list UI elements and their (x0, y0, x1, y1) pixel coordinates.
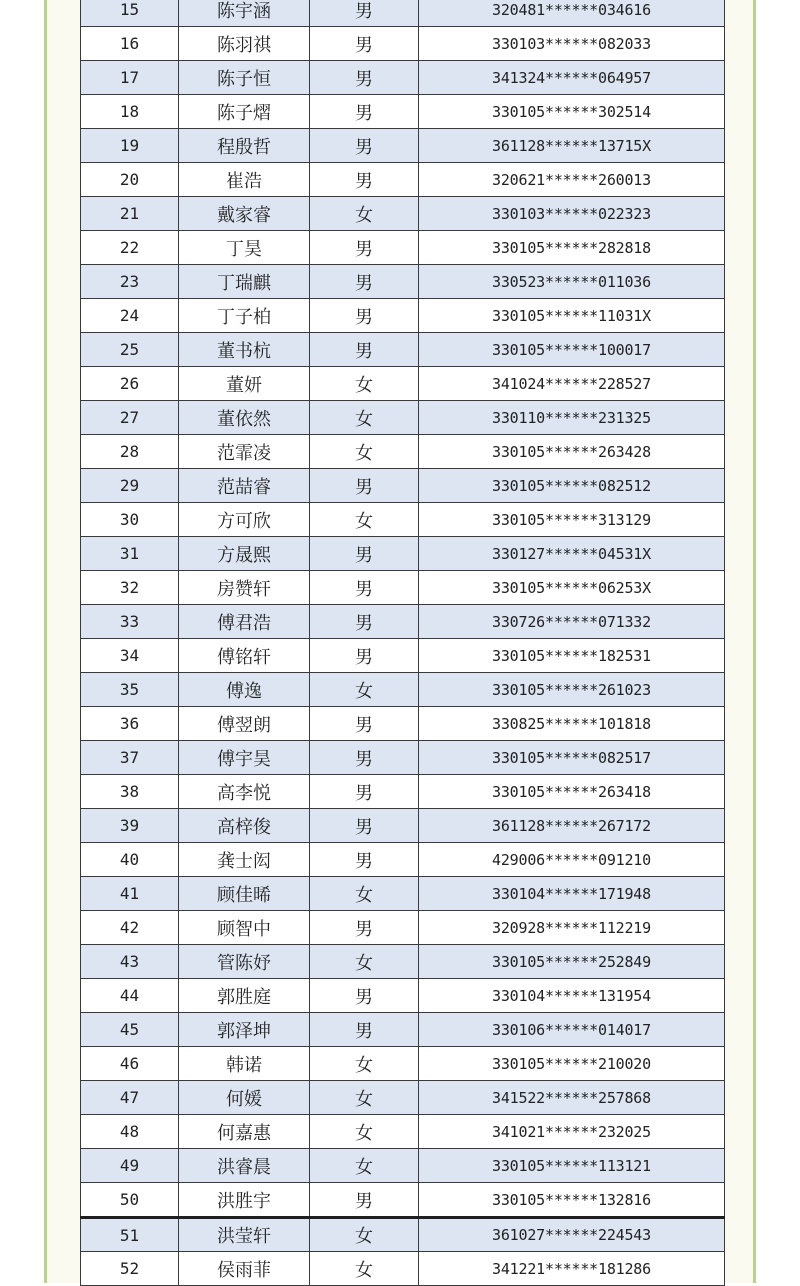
row-number: 51 (81, 1218, 179, 1252)
row-number: 24 (81, 299, 179, 333)
table-row (81, 1115, 725, 1149)
id-number: 330105******282818 (419, 231, 725, 265)
student-gender: 男 (310, 707, 419, 741)
table-row (81, 605, 725, 639)
student-name: 陈宇涵 (179, 0, 310, 27)
row-number: 19 (81, 129, 179, 163)
id-number: 341221******181286 (419, 1252, 725, 1286)
id-number: 330105******182531 (419, 639, 725, 673)
row-number: 20 (81, 163, 179, 197)
row-number: 33 (81, 605, 179, 639)
student-gender: 男 (310, 0, 419, 27)
table-row (81, 27, 725, 61)
table-row (81, 299, 725, 333)
student-gender: 男 (310, 265, 419, 299)
row-number: 52 (81, 1252, 179, 1286)
table-row (81, 265, 725, 299)
student-name: 范喆睿 (179, 469, 310, 503)
student-gender: 女 (310, 1149, 419, 1183)
row-number: 25 (81, 333, 179, 367)
row-number: 31 (81, 537, 179, 571)
student-name: 董妍 (179, 367, 310, 401)
row-number: 16 (81, 27, 179, 61)
row-number: 36 (81, 707, 179, 741)
student-gender: 男 (310, 911, 419, 945)
id-number: 330105******302514 (419, 95, 725, 129)
table-row (81, 1149, 725, 1183)
student-name: 傅君浩 (179, 605, 310, 639)
student-gender: 男 (310, 639, 419, 673)
id-number: 330105******132816 (419, 1183, 725, 1218)
row-number: 26 (81, 367, 179, 401)
id-number: 330523******011036 (419, 265, 725, 299)
table-row (81, 979, 725, 1013)
student-table-body (81, 0, 725, 1286)
student-gender: 男 (310, 605, 419, 639)
table-row (81, 231, 725, 265)
student-name: 郭胜庭 (179, 979, 310, 1013)
id-number: 341522******257868 (419, 1081, 725, 1115)
student-gender: 男 (310, 537, 419, 571)
student-name: 陈子熠 (179, 95, 310, 129)
row-number: 39 (81, 809, 179, 843)
student-name: 丁昊 (179, 231, 310, 265)
student-name: 崔浩 (179, 163, 310, 197)
id-number: 330105******261023 (419, 673, 725, 707)
table-row (81, 503, 725, 537)
id-number: 330105******263418 (419, 775, 725, 809)
student-gender: 男 (310, 979, 419, 1013)
row-number: 15 (81, 0, 179, 27)
row-number: 28 (81, 435, 179, 469)
row-number: 45 (81, 1013, 179, 1047)
student-name: 韩诺 (179, 1047, 310, 1081)
id-number: 330105******252849 (419, 945, 725, 979)
row-number: 41 (81, 877, 179, 911)
student-gender: 女 (310, 435, 419, 469)
id-number: 330127******04531X (419, 537, 725, 571)
student-gender: 男 (310, 843, 419, 877)
student-name: 傅宇昊 (179, 741, 310, 775)
table-row (81, 843, 725, 877)
id-number: 320621******260013 (419, 163, 725, 197)
student-name: 高梓俊 (179, 809, 310, 843)
row-number: 40 (81, 843, 179, 877)
row-number: 46 (81, 1047, 179, 1081)
table-row (81, 1218, 725, 1252)
table-row (81, 0, 725, 27)
student-name: 顾佳晞 (179, 877, 310, 911)
student-name: 洪胜宇 (179, 1183, 310, 1218)
table-row (81, 673, 725, 707)
student-name: 顾智中 (179, 911, 310, 945)
student-name: 洪睿晨 (179, 1149, 310, 1183)
table-row (81, 639, 725, 673)
id-number: 330104******171948 (419, 877, 725, 911)
table-row (81, 1013, 725, 1047)
table-row (81, 61, 725, 95)
id-number: 330104******131954 (419, 979, 725, 1013)
row-number: 34 (81, 639, 179, 673)
student-gender: 男 (310, 809, 419, 843)
row-number: 18 (81, 95, 179, 129)
id-number: 330105******313129 (419, 503, 725, 537)
student-name: 方可欣 (179, 503, 310, 537)
student-name: 何媛 (179, 1081, 310, 1115)
student-name: 郭泽坤 (179, 1013, 310, 1047)
table-row (81, 401, 725, 435)
table-row (81, 163, 725, 197)
table-row (81, 707, 725, 741)
student-gender: 男 (310, 27, 419, 61)
student-gender: 女 (310, 1252, 419, 1286)
row-number: 48 (81, 1115, 179, 1149)
student-name: 范霏凌 (179, 435, 310, 469)
student-name: 管陈妤 (179, 945, 310, 979)
student-gender: 男 (310, 571, 419, 605)
id-number: 330105******100017 (419, 333, 725, 367)
table-row (81, 435, 725, 469)
table-row (81, 571, 725, 605)
id-number: 361027******224543 (419, 1218, 725, 1252)
row-number: 47 (81, 1081, 179, 1115)
student-name: 傅逸 (179, 673, 310, 707)
table-row (81, 809, 725, 843)
row-number: 27 (81, 401, 179, 435)
student-table (80, 0, 725, 1286)
table-row (81, 537, 725, 571)
student-gender: 男 (310, 741, 419, 775)
row-number: 49 (81, 1149, 179, 1183)
id-number: 361128******267172 (419, 809, 725, 843)
row-number: 17 (81, 61, 179, 95)
row-number: 43 (81, 945, 179, 979)
table-row (81, 1081, 725, 1115)
student-gender: 女 (310, 197, 419, 231)
table-row (81, 333, 725, 367)
student-gender: 男 (310, 163, 419, 197)
student-gender: 男 (310, 231, 419, 265)
student-name: 何嘉惠 (179, 1115, 310, 1149)
id-number: 361128******13715X (419, 129, 725, 163)
id-number: 330105******113121 (419, 1149, 725, 1183)
student-gender: 男 (310, 299, 419, 333)
student-name: 高李悦 (179, 775, 310, 809)
student-gender: 男 (310, 129, 419, 163)
student-name: 侯雨菲 (179, 1252, 310, 1286)
table-row (81, 945, 725, 979)
student-name: 戴家睿 (179, 197, 310, 231)
table-row (81, 911, 725, 945)
student-gender: 男 (310, 1013, 419, 1047)
id-number: 320928******112219 (419, 911, 725, 945)
student-gender: 男 (310, 333, 419, 367)
student-name: 董依然 (179, 401, 310, 435)
row-number: 22 (81, 231, 179, 265)
table-row (81, 1252, 725, 1286)
table-row (81, 197, 725, 231)
student-name: 陈子恒 (179, 61, 310, 95)
id-number: 330105******210020 (419, 1047, 725, 1081)
row-number: 21 (81, 197, 179, 231)
student-gender: 女 (310, 1047, 419, 1081)
student-gender: 女 (310, 945, 419, 979)
id-number: 330106******014017 (419, 1013, 725, 1047)
table-row (81, 95, 725, 129)
id-number: 330110******231325 (419, 401, 725, 435)
id-number: 341024******228527 (419, 367, 725, 401)
id-number: 330105******11031X (419, 299, 725, 333)
row-number: 50 (81, 1183, 179, 1218)
row-number: 29 (81, 469, 179, 503)
id-number: 330105******082517 (419, 741, 725, 775)
id-number: 341324******064957 (419, 61, 725, 95)
student-name: 丁子柏 (179, 299, 310, 333)
id-number: 330105******06253X (419, 571, 725, 605)
table-row (81, 775, 725, 809)
table-row (81, 1183, 725, 1218)
student-name: 傅翌朗 (179, 707, 310, 741)
id-number: 429006******091210 (419, 843, 725, 877)
table-row (81, 877, 725, 911)
id-number: 330825******101818 (419, 707, 725, 741)
table-row (81, 367, 725, 401)
row-number: 42 (81, 911, 179, 945)
row-number: 38 (81, 775, 179, 809)
id-number: 330103******022323 (419, 197, 725, 231)
id-number: 330726******071332 (419, 605, 725, 639)
student-name: 洪莹轩 (179, 1218, 310, 1252)
row-number: 32 (81, 571, 179, 605)
row-number: 30 (81, 503, 179, 537)
student-gender: 男 (310, 95, 419, 129)
student-name: 傅铭轩 (179, 639, 310, 673)
id-number: 320481******034616 (419, 0, 725, 27)
id-number: 330103******082033 (419, 27, 725, 61)
student-name: 董书杭 (179, 333, 310, 367)
student-gender: 女 (310, 367, 419, 401)
table-row (81, 469, 725, 503)
student-gender: 女 (310, 1081, 419, 1115)
row-number: 44 (81, 979, 179, 1013)
student-name: 陈羽祺 (179, 27, 310, 61)
row-number: 23 (81, 265, 179, 299)
row-number: 37 (81, 741, 179, 775)
student-gender: 女 (310, 401, 419, 435)
student-gender: 男 (310, 469, 419, 503)
table-row (81, 1047, 725, 1081)
student-gender: 女 (310, 673, 419, 707)
student-gender: 女 (310, 1218, 419, 1252)
student-gender: 男 (310, 775, 419, 809)
student-gender: 女 (310, 877, 419, 911)
student-gender: 女 (310, 503, 419, 537)
student-name: 丁瑞麒 (179, 265, 310, 299)
id-number: 330105******082512 (419, 469, 725, 503)
student-gender: 男 (310, 1183, 419, 1218)
student-name: 房赞轩 (179, 571, 310, 605)
student-gender: 男 (310, 61, 419, 95)
table-row (81, 129, 725, 163)
student-name: 程殷哲 (179, 129, 310, 163)
row-number: 35 (81, 673, 179, 707)
table-row (81, 741, 725, 775)
id-number: 330105******263428 (419, 435, 725, 469)
id-number: 341021******232025 (419, 1115, 725, 1149)
student-name: 方晟熙 (179, 537, 310, 571)
student-name: 龚士闳 (179, 843, 310, 877)
student-gender: 女 (310, 1115, 419, 1149)
